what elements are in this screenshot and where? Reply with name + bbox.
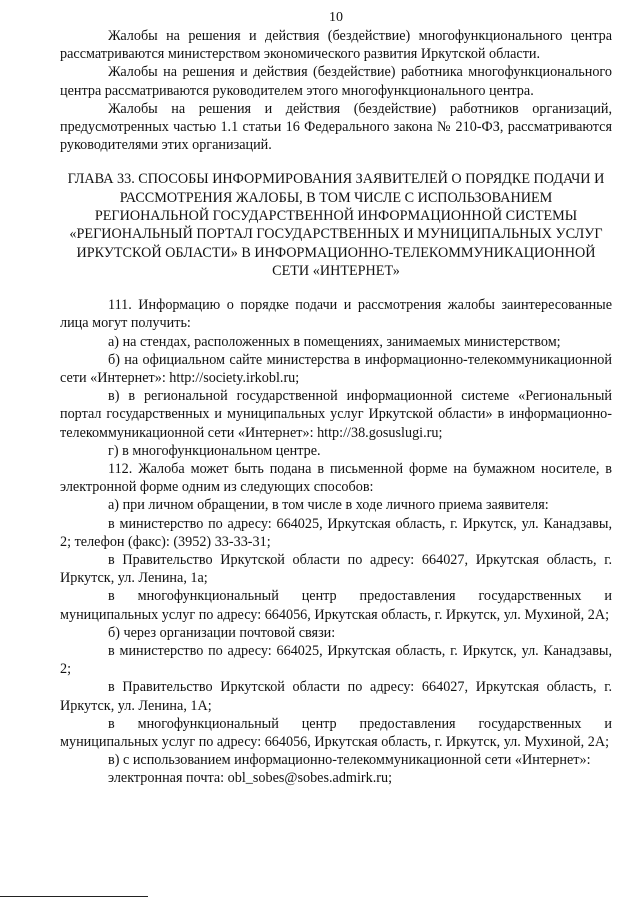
- paragraph: г) в многофункциональном центре.: [108, 442, 321, 459]
- chapter-heading: ГЛАВА 33. СПОСОБЫ ИНФОРМИРОВАНИЯ ЗАЯВИТЕЛЕЙ О ПОРЯДКЕ ПОДАЧИ И РАССМОТРЕНИЯ ЖАЛОБЫ, В ТОМ ЧИСЛЕ С ИСПОЛЬЗОВАНИЕМ РЕГИОНАЛЬНОЙ ГОСУДАРСТВЕННОЙ ИНФОРМАЦИОННОЙ СИСТЕМЫ «РЕГИОНАЛЬНЫЙ ПОРТАЛ ГОСУДАРСТВЕННЫХ И МУНИЦИПАЛЬНЫХ УСЛУГ ИРКУТСКОЙ ОБЛАСТИ» В ИНФОРМАЦИОННО-ТЕЛЕКОММУНИКАЦИОННОЙ СЕТИ «ИНТЕРНЕТ»: [67, 171, 605, 279]
- paragraph: в) в региональной государственной информационной системе «Региональный портал государственных и муниципальных услуг Иркутской области» в информационно-телекоммуникационной сети «Интернет»: http://38.gosuslugi.ru;: [60, 388, 612, 441]
- footer-divider: [0, 896, 148, 897]
- paragraph: электронная почта: obl_sobes@sobes.admirk.ru;: [108, 770, 393, 787]
- paragraphs-after-section: [60, 296, 612, 787]
- paragraph: а) при личном обращении, в том числе в ходе личного приема заявителя:: [108, 497, 549, 514]
- document-page: [60, 0, 612, 788]
- paragraph: 111. Информацию о порядке подачи и рассмотрения жалобы заинтересованные лица могут получить:: [60, 297, 612, 332]
- paragraph: в многофункциональный центр предоставления государственных и муниципальных услуг по адресу: 664056, Иркутская область, г. Иркутск, ул. Мухиной, 2А;: [60, 588, 612, 623]
- paragraph: б) через организации почтовой связи:: [108, 624, 336, 641]
- paragraph: а) на стендах, расположенных в помещениях, занимаемых министерством;: [108, 333, 561, 350]
- paragraph: в многофункциональный центр предоставления государственных и муниципальных услуг по адресу: 664056, Иркутская область, г. Иркутск, ул. Мухиной, 2А;: [60, 715, 612, 751]
- paragraph: в министерство по адресу: 664025, Иркутская область, г. Иркутск, ул. Канадзавы, 2;: [60, 643, 612, 678]
- paragraph: в Правительство Иркутской области по адресу: 664027, Иркутская область, г. Иркутск, ул. Ленина, 1а;: [60, 552, 612, 587]
- paragraph: в Правительство Иркутской области по адресу: 664027, Иркутская область, г. Иркутск, ул. Ленина, 1А;: [60, 679, 612, 714]
- paragraphs-before-section: [60, 27, 612, 154]
- paragraph: 112. Жалоба может быть подана в письменной форме на бумажном носителе, в электронной форме одним из следующих способов:: [60, 461, 612, 496]
- paragraph: б) на официальном сайте министерства в информационно-телекоммуникационной сети «Интернет»: http://society.irkobl.ru;: [60, 351, 612, 387]
- paragraph: Жалобы на решения и действия (бездействие) многофункционального центра рассматриваются министерством экономического развития Иркутской области.: [60, 28, 612, 63]
- paragraph: Жалобы на решения и действия (бездействие) работника многофункционального центра рассматриваются руководителем этого многофункционального центра.: [60, 64, 612, 99]
- paragraph: Жалобы на решения и действия (бездействие) работников организаций, предусмотренных частью 1.1 статьи 16 Федерального закона № 210-ФЗ, рассматриваются руководителями этих организаций.: [60, 100, 612, 154]
- paragraph: в министерство по адресу: 664025, Иркутская область, г. Иркутск, ул. Канадзавы, 2; телефон (факс): (3952) 33-33-31;: [60, 515, 612, 550]
- page-number: 10: [329, 10, 343, 25]
- paragraph: в) с использованием информационно-телекоммуникационной сети «Интернет»:: [108, 752, 591, 769]
